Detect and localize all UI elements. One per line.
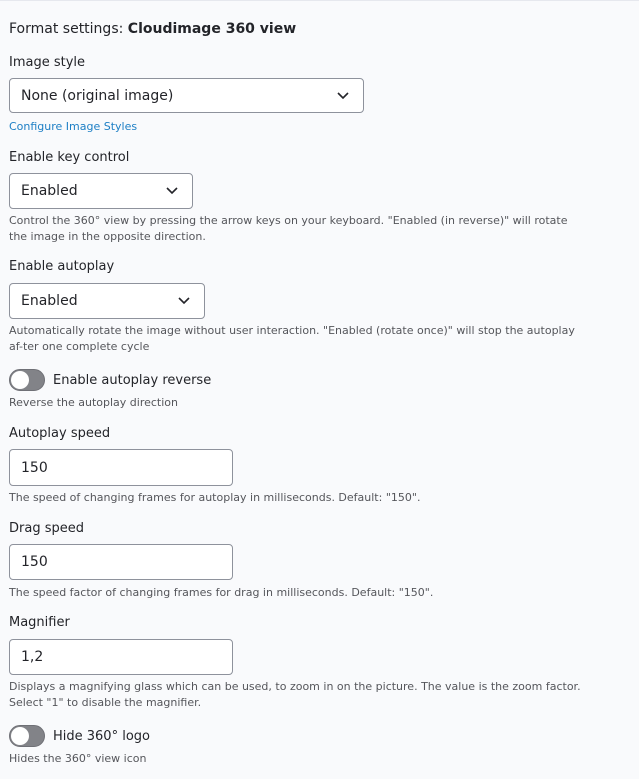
autoplay-reverse-toggle[interactable] [9,369,45,391]
autoplay-speed-label: Autoplay speed [9,426,111,441]
hide-logo-label: Hide 360° logo [53,729,150,744]
image-style-label: Image style [9,55,86,70]
drag-speed-input[interactable] [9,544,233,580]
key-control-description: Control the 360° view by pressing the arrow keys on your keyboard. "Enabled (in reverse)" will rotate the image in the opposite direction. [9,214,568,243]
configure-image-styles-link[interactable]: Configure Image Styles [9,120,138,133]
title-format-name: Cloudimage 360 view [127,21,297,37]
autoplay-reverse-label: Enable autoplay reverse [53,373,212,388]
autoplay-speed-description: The speed of changing frames for autoplay in milliseconds. Default: "150". [9,491,421,504]
magnifier-description-line1: Displays a magnifying glass which can be used, to zoom in on the picture. The value is the zoom factor. [9,680,581,693]
title-prefix: Format settings: [9,21,124,37]
hide-logo-description: Hides the 360° view icon [9,752,147,765]
autoplay-description: Automatically rotate the image without user interaction. "Enabled (rotate once)" will stop the autoplay af-ter one complete cycle [9,324,575,353]
magnifier-label: Magnifier [9,615,70,630]
magnifier-value: 1,2 [21,649,44,665]
toggle-knob [11,371,29,389]
key-control-select[interactable] [9,173,193,209]
chevron-down-icon [165,186,179,196]
autoplay-label: Enable autoplay [9,259,115,274]
chevron-down-icon [336,91,350,101]
toggle-knob [11,727,29,745]
image-style-value: None (original image) [21,87,174,104]
autoplay-speed-value: 150 [21,459,48,476]
key-control-label: Enable key control [9,150,130,165]
top-divider [0,0,639,1]
hide-logo-toggle[interactable] [9,725,45,747]
autoplay-select[interactable] [9,283,205,319]
format-settings-title [9,21,296,37]
drag-speed-description: The speed factor of changing frames for drag in milliseconds. Default: "150". [9,586,434,599]
autoplay-speed-input[interactable] [9,449,233,486]
magnifier-description [9,679,629,711]
key-control-value: Enabled [21,183,78,199]
magnifier-description-line2: Select "1" to disable the magnifier. [9,696,202,709]
chevron-down-icon [177,296,191,306]
autoplay-reverse-description: Reverse the autoplay direction [9,396,179,409]
drag-speed-label: Drag speed [9,521,84,536]
autoplay-value: Enabled [21,293,78,309]
image-style-select[interactable] [9,78,364,113]
magnifier-input[interactable] [9,639,233,675]
drag-speed-value: 150 [21,554,48,570]
